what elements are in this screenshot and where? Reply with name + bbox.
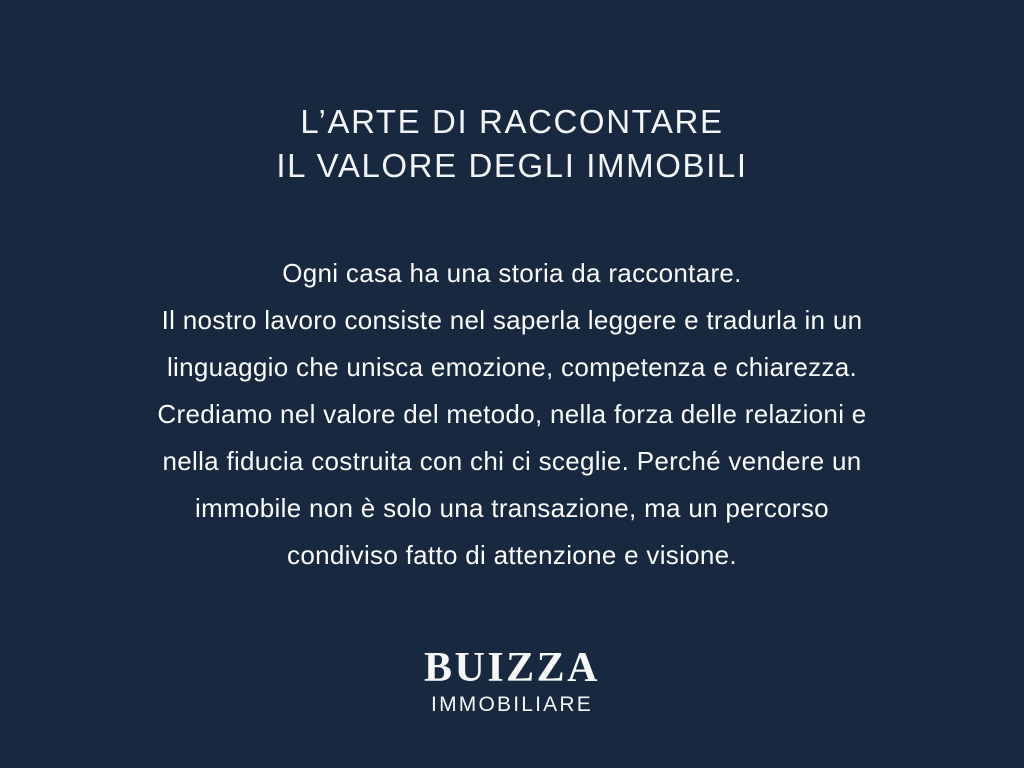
body-paragraph [157, 250, 866, 579]
paragraph-line: Crediamo nel valore del metodo, nella forza delle relazioni e [157, 399, 867, 429]
paragraph-line: Ogni casa ha una storia da raccontare. [282, 258, 742, 288]
paragraph-line: immobile non è solo una transazione, ma un percorso [195, 493, 829, 523]
paragraph-line: linguaggio che unisca emozione, competenza e chiarezza. [166, 352, 857, 382]
logo-subtitle: IMMOBILIARE [431, 693, 593, 716]
paragraph-line: nella fiducia costruita con chi ci sceglie. Perché vendere un [162, 446, 862, 476]
paragraph-line: Il nostro lavoro consiste nel saperla leggere e tradurla in un [161, 305, 863, 335]
logo-wordmark: BUIZZA [423, 645, 601, 691]
title-line-2: IL VALORE DEGLI IMMOBILI [276, 147, 748, 184]
paragraph-line: condiviso fatto di attenzione e visione. [287, 540, 737, 570]
page-title [276, 100, 747, 188]
title-line-1: L’ARTE DI RACCONTARE [300, 103, 724, 140]
brand-logo [424, 645, 600, 717]
